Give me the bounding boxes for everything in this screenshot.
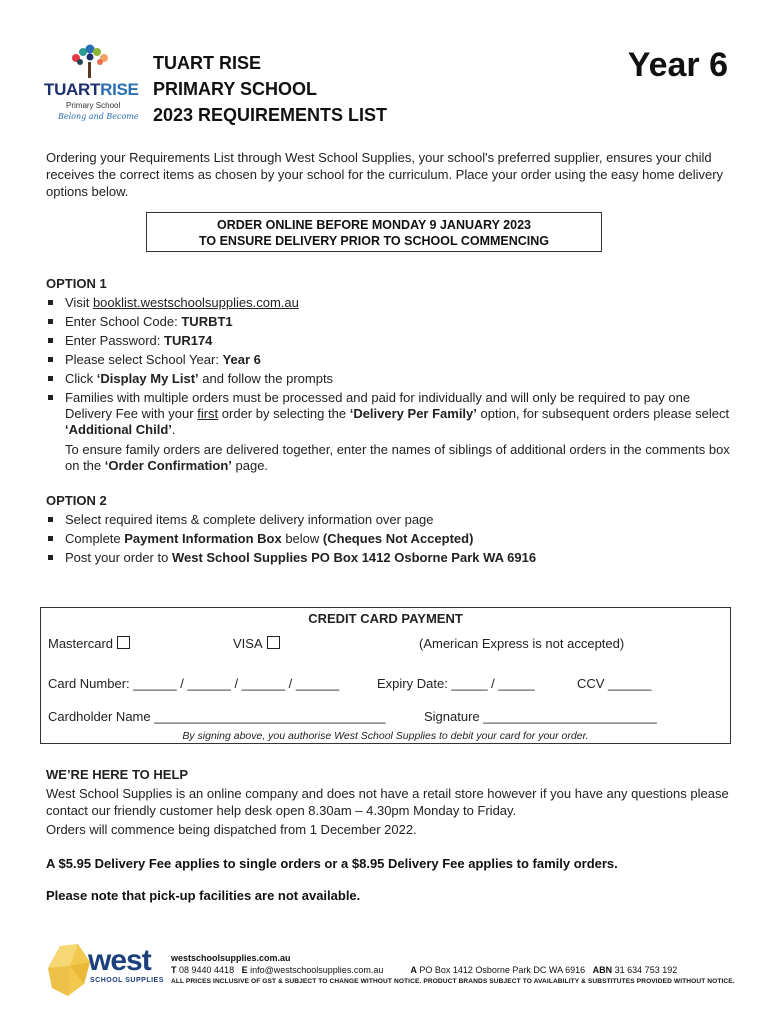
option-1-heading: OPTION 1 xyxy=(46,276,107,291)
order-deadline-line-1: ORDER ONLINE BEFORE MONDAY 9 JANUARY 2023 xyxy=(217,218,531,232)
dispatch-note: Orders will commence being dispatched from 1 December 2022. xyxy=(46,822,417,837)
help-heading: WE’RE HERE TO HELP xyxy=(46,767,189,782)
help-section xyxy=(46,766,736,838)
west-school-supplies-logo xyxy=(48,944,168,1000)
title-line-2: PRIMARY SCHOOL xyxy=(153,79,318,99)
authorisation-note: By signing above, you authorise West School Supplies to debit your card for your order. xyxy=(182,730,589,742)
expiry-date-field[interactable]: Expiry Date: _____ / _____ xyxy=(377,676,535,691)
tree-icon xyxy=(64,44,116,80)
visa-checkbox[interactable] xyxy=(267,636,280,649)
footer-disclaimer: ALL PRICES INCLUSIVE OF GST & SUBJECT TO CHANGE WITHOUT NOTICE. PRODUCT BRANDS SUBJECT TO AVAILABILITY & SUBSTITUTES PROVIDED WITHOUT NOTICE. xyxy=(171,978,735,985)
logo-motto: Belong and Become xyxy=(58,112,139,121)
cardholder-name-field[interactable]: Cardholder Name ________________________________ xyxy=(48,709,386,724)
delivery-fee-note: A $5.95 Delivery Fee applies to single orders or a $8.95 Delivery Fee applies to family orders. xyxy=(46,856,618,871)
order-deadline-box xyxy=(146,212,602,252)
list-item: Select required items & complete delivery information over page xyxy=(46,512,736,528)
list-item: Complete Payment Information Box below (Cheques Not Accepted) xyxy=(46,531,736,547)
credit-card-payment-box xyxy=(40,607,731,744)
card-number-field[interactable]: Card Number: ______ / ______ / ______ / ______ xyxy=(48,676,340,691)
footer-contact-line: T 08 9440 4418 E info@westschoolsupplies.com.au A PO Box 1412 Osborne Park DC WA 6916 ABN 31 634 753 192 xyxy=(171,965,678,975)
footer-brand-word: west xyxy=(88,944,151,977)
logo-subtitle: Primary School xyxy=(66,101,121,110)
gold-shape-icon xyxy=(48,944,92,998)
school-year-value: Year 6 xyxy=(222,352,261,367)
list-item: Enter Password: TUR174 xyxy=(46,333,736,349)
list-item: Click ‘Display My List’ and follow the prompts xyxy=(46,371,736,387)
footer-address: PO Box 1412 Osborne Park DC WA 6916 xyxy=(419,965,586,975)
signature-field[interactable]: Signature ________________________ xyxy=(424,709,657,724)
logo-wordmark: TUARTRISE xyxy=(44,80,139,99)
footer-phone: 08 9440 4418 xyxy=(179,965,235,975)
help-text: West School Supplies is an online company and does not have a retail store however if you have any questions please contact our friendly customer help desk open 8.30am – 4.30pm Monday to Friday. xyxy=(46,786,729,818)
credit-card-heading: CREDIT CARD PAYMENT xyxy=(308,611,463,626)
footer-brand-sub: SCHOOL SUPPLIES xyxy=(90,977,164,984)
visa-option xyxy=(233,636,280,651)
password-value: TUR174 xyxy=(164,333,213,348)
pickup-note: Please note that pick-up facilities are not available. xyxy=(46,888,361,903)
school-code: TURBT1 xyxy=(181,314,233,329)
title-line-1: TUART RISE xyxy=(153,53,261,73)
list-item: Enter School Code: TURBT1 xyxy=(46,314,736,330)
footer-contact xyxy=(171,952,735,988)
list-item: Please select School Year: Year 6 xyxy=(46,352,736,368)
option-1-list xyxy=(46,295,736,474)
list-item: Visit booklist.westschoolsupplies.com.au xyxy=(46,295,736,311)
footer-email[interactable]: info@westschoolsupplies.com.au xyxy=(250,965,384,975)
option-2-section xyxy=(46,493,736,569)
booklist-link[interactable]: booklist.westschoolsupplies.com.au xyxy=(92,295,299,310)
intro-paragraph: Ordering your Requirements List through West School Supplies, your school's preferred supplier, ensures your child receives the correct items as chosen by your school for the curriculum. Place your order using the easy home delivery options below. xyxy=(46,150,724,199)
title-line-3: 2023 REQUIREMENTS LIST xyxy=(153,105,388,125)
list-item: To ensure family orders are delivered together, enter the names of siblings of additional orders in the comments box on the ‘Order Confirmation’ page. xyxy=(65,442,730,473)
page-title xyxy=(153,50,387,128)
visa-label: VISA xyxy=(233,636,263,651)
school-logo xyxy=(38,44,140,126)
option-1-section xyxy=(46,276,736,477)
card-type-row xyxy=(48,636,130,651)
list-item: Families with multiple orders must be processed and paid for individually and will only be required to pay one Delivery Fee with your first order by selecting the ‘Delivery Per Family’ option, for subsequent orders please select ‘Additional Child’. xyxy=(46,390,736,438)
mastercard-checkbox[interactable] xyxy=(117,636,130,649)
option-2-list xyxy=(46,512,736,566)
year-heading: Year 6 xyxy=(627,46,728,84)
list-item: Post your order to West School Supplies PO Box 1412 Osborne Park WA 6916 xyxy=(46,550,736,566)
mastercard-label: Mastercard xyxy=(48,636,114,651)
footer-website[interactable]: westschoolsupplies.com.au xyxy=(171,953,291,963)
footer-abn: 31 634 753 192 xyxy=(614,965,678,975)
order-deadline-line-2: TO ENSURE DELIVERY PRIOR TO SCHOOL COMMENCING xyxy=(198,234,550,248)
option-2-heading: OPTION 2 xyxy=(46,493,107,508)
ccv-field[interactable]: CCV ______ xyxy=(577,676,652,691)
amex-note: (American Express is not accepted) xyxy=(419,636,625,651)
